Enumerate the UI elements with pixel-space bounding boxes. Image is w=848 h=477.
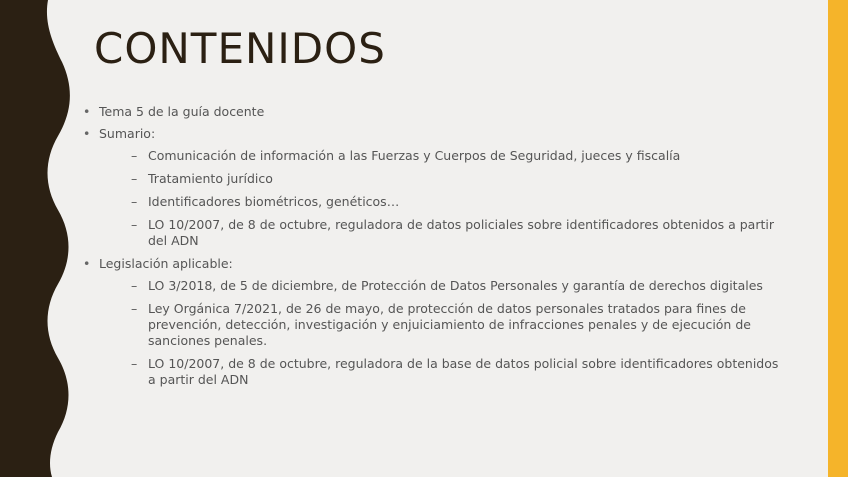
slide-title: CONTENIDOS [94, 24, 386, 73]
bullet-label: Sumario: [99, 126, 156, 141]
sub-bullet-item [131, 217, 788, 249]
sub-bullet-list [99, 278, 788, 388]
bullet-label: Tema 5 de la guía docente [99, 104, 265, 119]
bullet-item-legislacion [82, 256, 788, 388]
sub-bullet-label: LO 10/2007, de 8 de octubre, reguladora de datos policiales sobre identificadores obtenidos a partir del ADN [148, 217, 774, 248]
accent-bar [828, 0, 848, 477]
sub-bullet-label: Comunicación de información a las Fuerzas y Cuerpos de Seguridad, jueces y fiscalía [148, 148, 681, 163]
sub-bullet-item [131, 356, 788, 388]
sub-bullet-item [131, 194, 788, 210]
bullet-label: Legislación aplicable: [99, 256, 233, 271]
sub-bullet-item [131, 171, 788, 187]
bullet-list [82, 104, 788, 388]
sub-bullet-list [99, 148, 788, 249]
sub-bullet-label: LO 3/2018, de 5 de diciembre, de Protección de Datos Personales y garantía de derechos digitales [148, 278, 763, 293]
bullet-item-tema [82, 104, 788, 120]
wavy-side-band [0, 0, 80, 477]
sub-bullet-item [131, 301, 788, 349]
sub-bullet-item [131, 148, 788, 164]
sub-bullet-label: LO 10/2007, de 8 de octubre, reguladora de la base de datos policial sobre identificadores obtenidos a partir del ADN [148, 356, 779, 387]
sub-bullet-label: Identificadores biométricos, genéticos… [148, 194, 400, 209]
sub-bullet-item [131, 278, 788, 294]
sub-bullet-label: Ley Orgánica 7/2021, de 26 de mayo, de protección de datos personales tratados para fines de prevención, detección, investigación y enjuiciamiento de infracciones penales y de ejecución de sanciones penales. [148, 301, 751, 348]
sub-bullet-label: Tratamiento jurídico [148, 171, 273, 186]
bullet-item-sumario [82, 126, 788, 249]
slide-content [82, 104, 788, 395]
